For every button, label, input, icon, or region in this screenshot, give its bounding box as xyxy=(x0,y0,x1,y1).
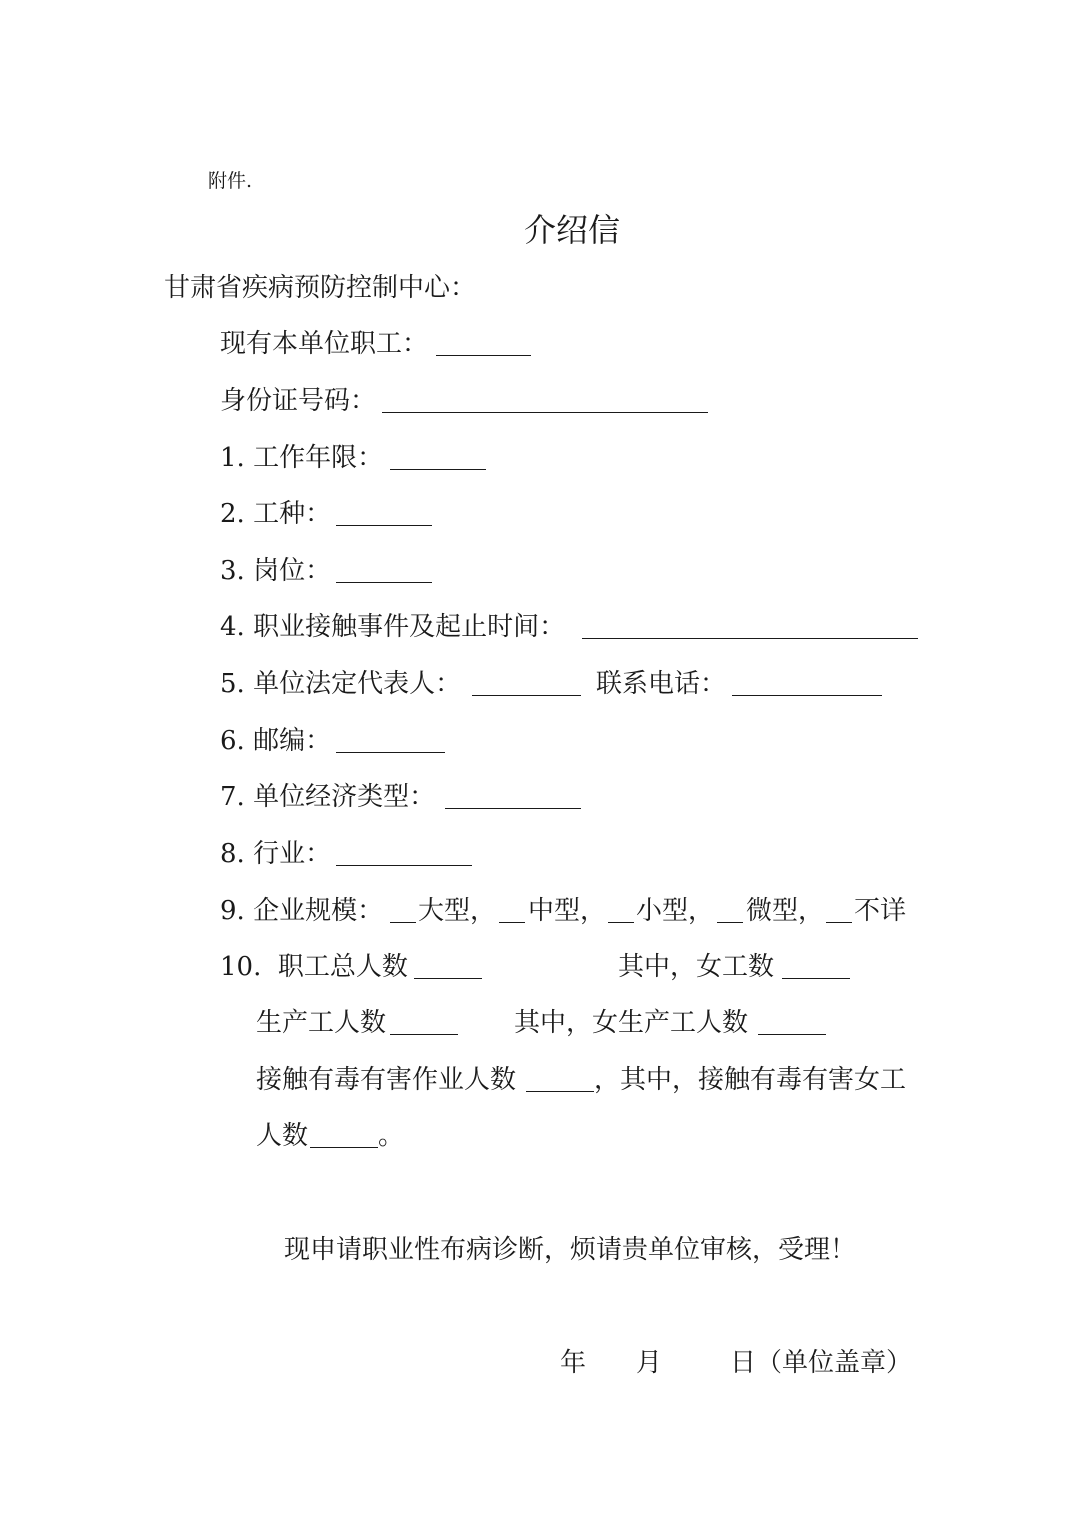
item9-unknown-label: 不详 xyxy=(854,896,907,926)
item9-small-label: 小型， xyxy=(636,896,715,926)
attachment-label: 附件. xyxy=(208,170,253,192)
item10-exposed-female-cont-label: 人数 xyxy=(256,1121,309,1151)
item8-industry-blank[interactable] xyxy=(336,865,472,866)
item10-total-label: 10. 职工总人数 xyxy=(220,952,408,982)
item9-unknown-blank[interactable] xyxy=(826,922,852,923)
item10-production-blank[interactable] xyxy=(390,1034,458,1035)
item10-female-label: 其中，女工数 xyxy=(618,952,775,982)
id-number-blank[interactable] xyxy=(382,412,708,413)
item5-legal-rep-blank[interactable] xyxy=(472,695,581,696)
item1-work-years-blank[interactable] xyxy=(390,469,486,470)
item9-scale-label: 9. 企业规模： xyxy=(220,896,384,926)
item1-work-years-label: 1. 工作年限： xyxy=(220,443,384,473)
item9-medium-label: 中型， xyxy=(528,896,607,926)
employee-label: 现有本单位职工： xyxy=(220,329,429,359)
item5-legal-rep-label: 5. 单位法定代表人： xyxy=(220,669,462,699)
item5-phone-blank[interactable] xyxy=(732,695,882,696)
item9-small-blank[interactable] xyxy=(608,922,634,923)
item4-exposure-label: 4. 职业接触事件及起止时间： xyxy=(220,612,566,642)
item6-postcode-label: 6. 邮编： xyxy=(220,726,332,756)
item10-female-production-label: 其中，女生产工人数 xyxy=(514,1008,749,1038)
item10-exposed-female-blank[interactable] xyxy=(310,1147,378,1148)
item9-micro-label: 微型， xyxy=(746,896,825,926)
item10-production-label: 生产工人数 xyxy=(256,1008,387,1038)
item7-economic-type-label: 7. 单位经济类型： xyxy=(220,782,436,812)
item7-economic-type-blank[interactable] xyxy=(445,808,581,809)
item5-phone-label: 联系电话： xyxy=(596,669,727,699)
item4-exposure-blank[interactable] xyxy=(582,638,918,639)
item9-large-blank[interactable] xyxy=(390,922,416,923)
item10-exposed-label: 接触有毒有害作业人数 xyxy=(256,1065,517,1095)
item9-medium-blank[interactable] xyxy=(499,922,525,923)
item10-end-mark: 。 xyxy=(378,1121,405,1151)
item9-micro-blank[interactable] xyxy=(717,922,743,923)
letter-title: 介绍信 xyxy=(524,211,621,249)
addressee: 甘肃省疾病预防控制中心： xyxy=(164,273,477,303)
employee-name-blank[interactable] xyxy=(436,355,531,356)
item9-large-label: 大型， xyxy=(418,896,497,926)
item6-postcode-blank[interactable] xyxy=(336,752,445,753)
item10-total-blank[interactable] xyxy=(414,978,482,979)
item10-female-blank[interactable] xyxy=(782,978,850,979)
item10-female-production-blank[interactable] xyxy=(758,1034,826,1035)
id-number-label: 身份证号码： xyxy=(220,386,377,416)
item2-job-type-label: 2. 工种： xyxy=(220,499,332,529)
date-month: 月 xyxy=(636,1348,663,1378)
item10-exposed-female-label: ，其中，接触有毒有害女工 xyxy=(594,1065,907,1095)
request-text: 现申请职业性布病诊断，烦请贵单位审核，受理！ xyxy=(284,1235,857,1265)
item3-position-blank[interactable] xyxy=(336,582,432,583)
date-year: 年 xyxy=(560,1348,587,1378)
item3-position-label: 3. 岗位： xyxy=(220,556,332,586)
date-day-seal: 日（单位盖章） xyxy=(730,1348,913,1378)
item10-exposed-blank[interactable] xyxy=(526,1091,594,1092)
item2-job-type-blank[interactable] xyxy=(336,525,432,526)
item8-industry-label: 8. 行业： xyxy=(220,839,332,869)
